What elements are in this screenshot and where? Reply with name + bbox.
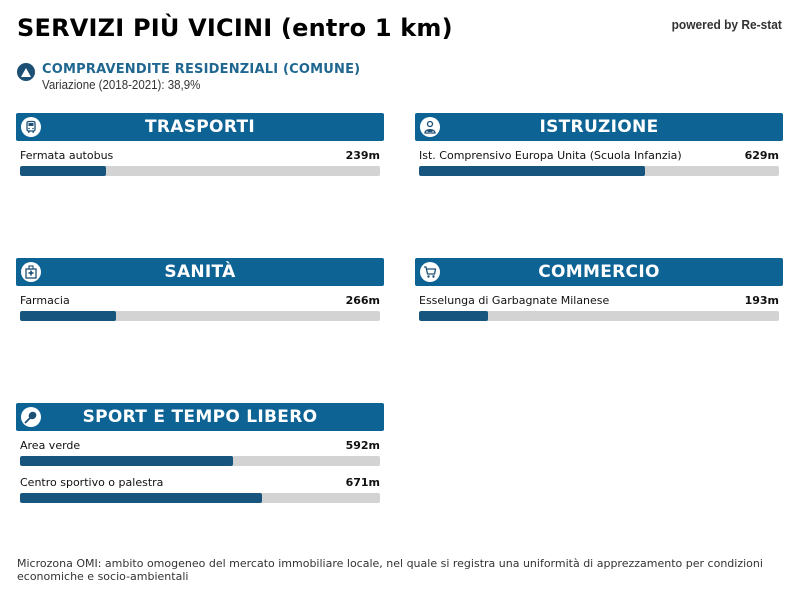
powered-by-logo: powered by Re-stat — [671, 17, 782, 32]
tennis-icon — [21, 407, 41, 427]
trend-subtitle: Variazione (2018-2021): 38,9% — [42, 78, 201, 92]
service-distance: 266m — [345, 294, 380, 307]
footnote: Microzona OMI: ambito omogeneo del mercato immobiliare locale, nel quale si registra una uniformità di apprezzamento per condizioni economiche e socio-ambientali — [17, 557, 763, 583]
service-distance: 239m — [345, 149, 380, 162]
hospital-icon — [21, 262, 41, 282]
list-item — [16, 292, 384, 329]
distance-bar-fill — [20, 166, 106, 176]
section-header — [415, 258, 783, 286]
list-item — [415, 292, 783, 329]
section-trasporti — [16, 113, 384, 184]
service-name: Farmacia — [20, 294, 70, 307]
page-title: SERVIZI PIÙ VICINI (entro 1 km) — [17, 14, 453, 42]
list-item — [16, 474, 384, 511]
distance-bar-fill — [419, 166, 645, 176]
service-distance: 592m — [345, 439, 380, 452]
service-name: Ist. Comprensivo Europa Unita (Scuola Infanzia) — [419, 149, 682, 162]
distance-bar-fill — [20, 456, 233, 466]
section-sanita — [16, 258, 384, 329]
distance-bar — [20, 493, 380, 503]
section-commercio — [415, 258, 783, 329]
section-header — [16, 403, 384, 431]
list-item — [16, 147, 384, 184]
section-header — [16, 258, 384, 286]
section-header — [16, 113, 384, 141]
school-icon — [420, 117, 440, 137]
cart-icon — [420, 262, 440, 282]
distance-bar-fill — [20, 493, 262, 503]
service-distance: 629m — [744, 149, 779, 162]
section-header — [415, 113, 783, 141]
distance-bar-fill — [20, 311, 116, 321]
service-distance: 671m — [345, 476, 380, 489]
section-title: SANITÀ — [164, 262, 236, 282]
distance-bar — [20, 166, 380, 176]
list-item — [16, 437, 384, 474]
bus-icon — [21, 117, 41, 137]
section-sport — [16, 403, 384, 511]
trend-title: COMPRAVENDITE RESIDENZIALI (COMUNE) — [42, 62, 361, 77]
section-title: TRASPORTI — [145, 117, 255, 137]
service-name: Fermata autobus — [20, 149, 114, 162]
distance-bar — [20, 456, 380, 466]
service-name: Area verde — [20, 439, 81, 452]
trend-indicator — [17, 62, 360, 92]
trend-text — [42, 62, 360, 92]
triangle-up-icon — [17, 63, 35, 81]
distance-bar — [419, 166, 779, 176]
service-name: Centro sportivo o palestra — [20, 476, 164, 489]
list-item — [415, 147, 783, 184]
section-istruzione — [415, 113, 783, 184]
section-title: ISTRUZIONE — [539, 117, 659, 137]
distance-bar — [419, 311, 779, 321]
distance-bar — [20, 311, 380, 321]
distance-bar-fill — [419, 311, 488, 321]
service-name: Esselunga di Garbagnate Milanese — [419, 294, 610, 307]
section-title: SPORT E TEMPO LIBERO — [82, 407, 318, 427]
service-distance: 193m — [744, 294, 779, 307]
section-title: COMMERCIO — [538, 262, 660, 282]
